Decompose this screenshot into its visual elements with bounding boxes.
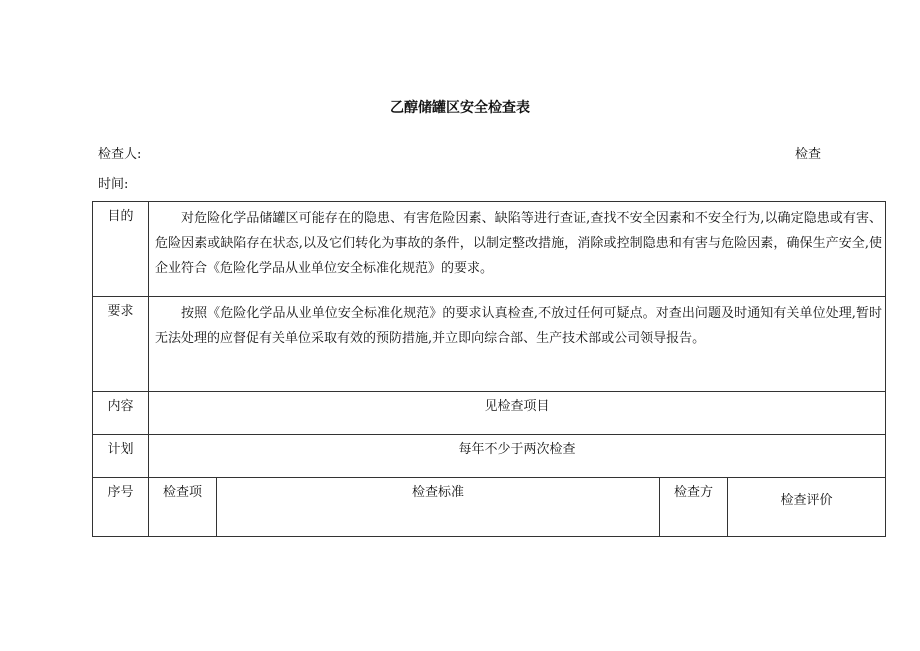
requirement-label: 要求	[93, 297, 149, 392]
purpose-text: 对危险化学品储罐区可能存在的隐患、有害危险因素、缺陷等进行查证,查找不安全因素和不安全行为,以确定隐患或有害、危险因素或缺陷存在状态,以及它们转化为事故的条件，以制定整改措施，消除或控制隐患和有害与危险因素，确保生产安全,使企业符合《危险化学品从业单位安全标准化规范》的要求。	[149, 202, 886, 297]
column-standard: 检查标准	[217, 478, 660, 537]
column-evaluation: 检查评价	[728, 478, 886, 537]
requirement-text: 按照《危险化学品从业单位安全标准化规范》的要求认真检查,不放过任何可疑点。对查出问题及时通知有关单位处理,暂时无法处理的应督促有关单位采取有效的预防措施,并立即向综合部、生产技术部或公司领导报告。	[149, 297, 886, 392]
column-method: 检查方	[660, 478, 728, 537]
plan-value: 每年不少于两次检查	[149, 435, 886, 478]
column-item: 检查项	[149, 478, 217, 537]
plan-label: 计划	[93, 435, 149, 478]
plan-row	[93, 435, 886, 478]
requirement-row	[93, 297, 886, 392]
table-header-row	[93, 478, 886, 537]
purpose-label: 目的	[93, 202, 149, 297]
inspector-label: 检查人:	[98, 147, 142, 162]
column-seq: 序号	[93, 478, 149, 537]
content-label: 内容	[93, 392, 149, 435]
check-label: 检查	[795, 147, 822, 162]
document-title: 乙醇储罐区安全检查表	[390, 100, 530, 116]
content-row	[93, 392, 886, 435]
time-label: 时间:	[98, 177, 129, 192]
purpose-row	[93, 202, 886, 297]
safety-check-table	[92, 201, 886, 537]
content-value: 见检查项目	[149, 392, 886, 435]
